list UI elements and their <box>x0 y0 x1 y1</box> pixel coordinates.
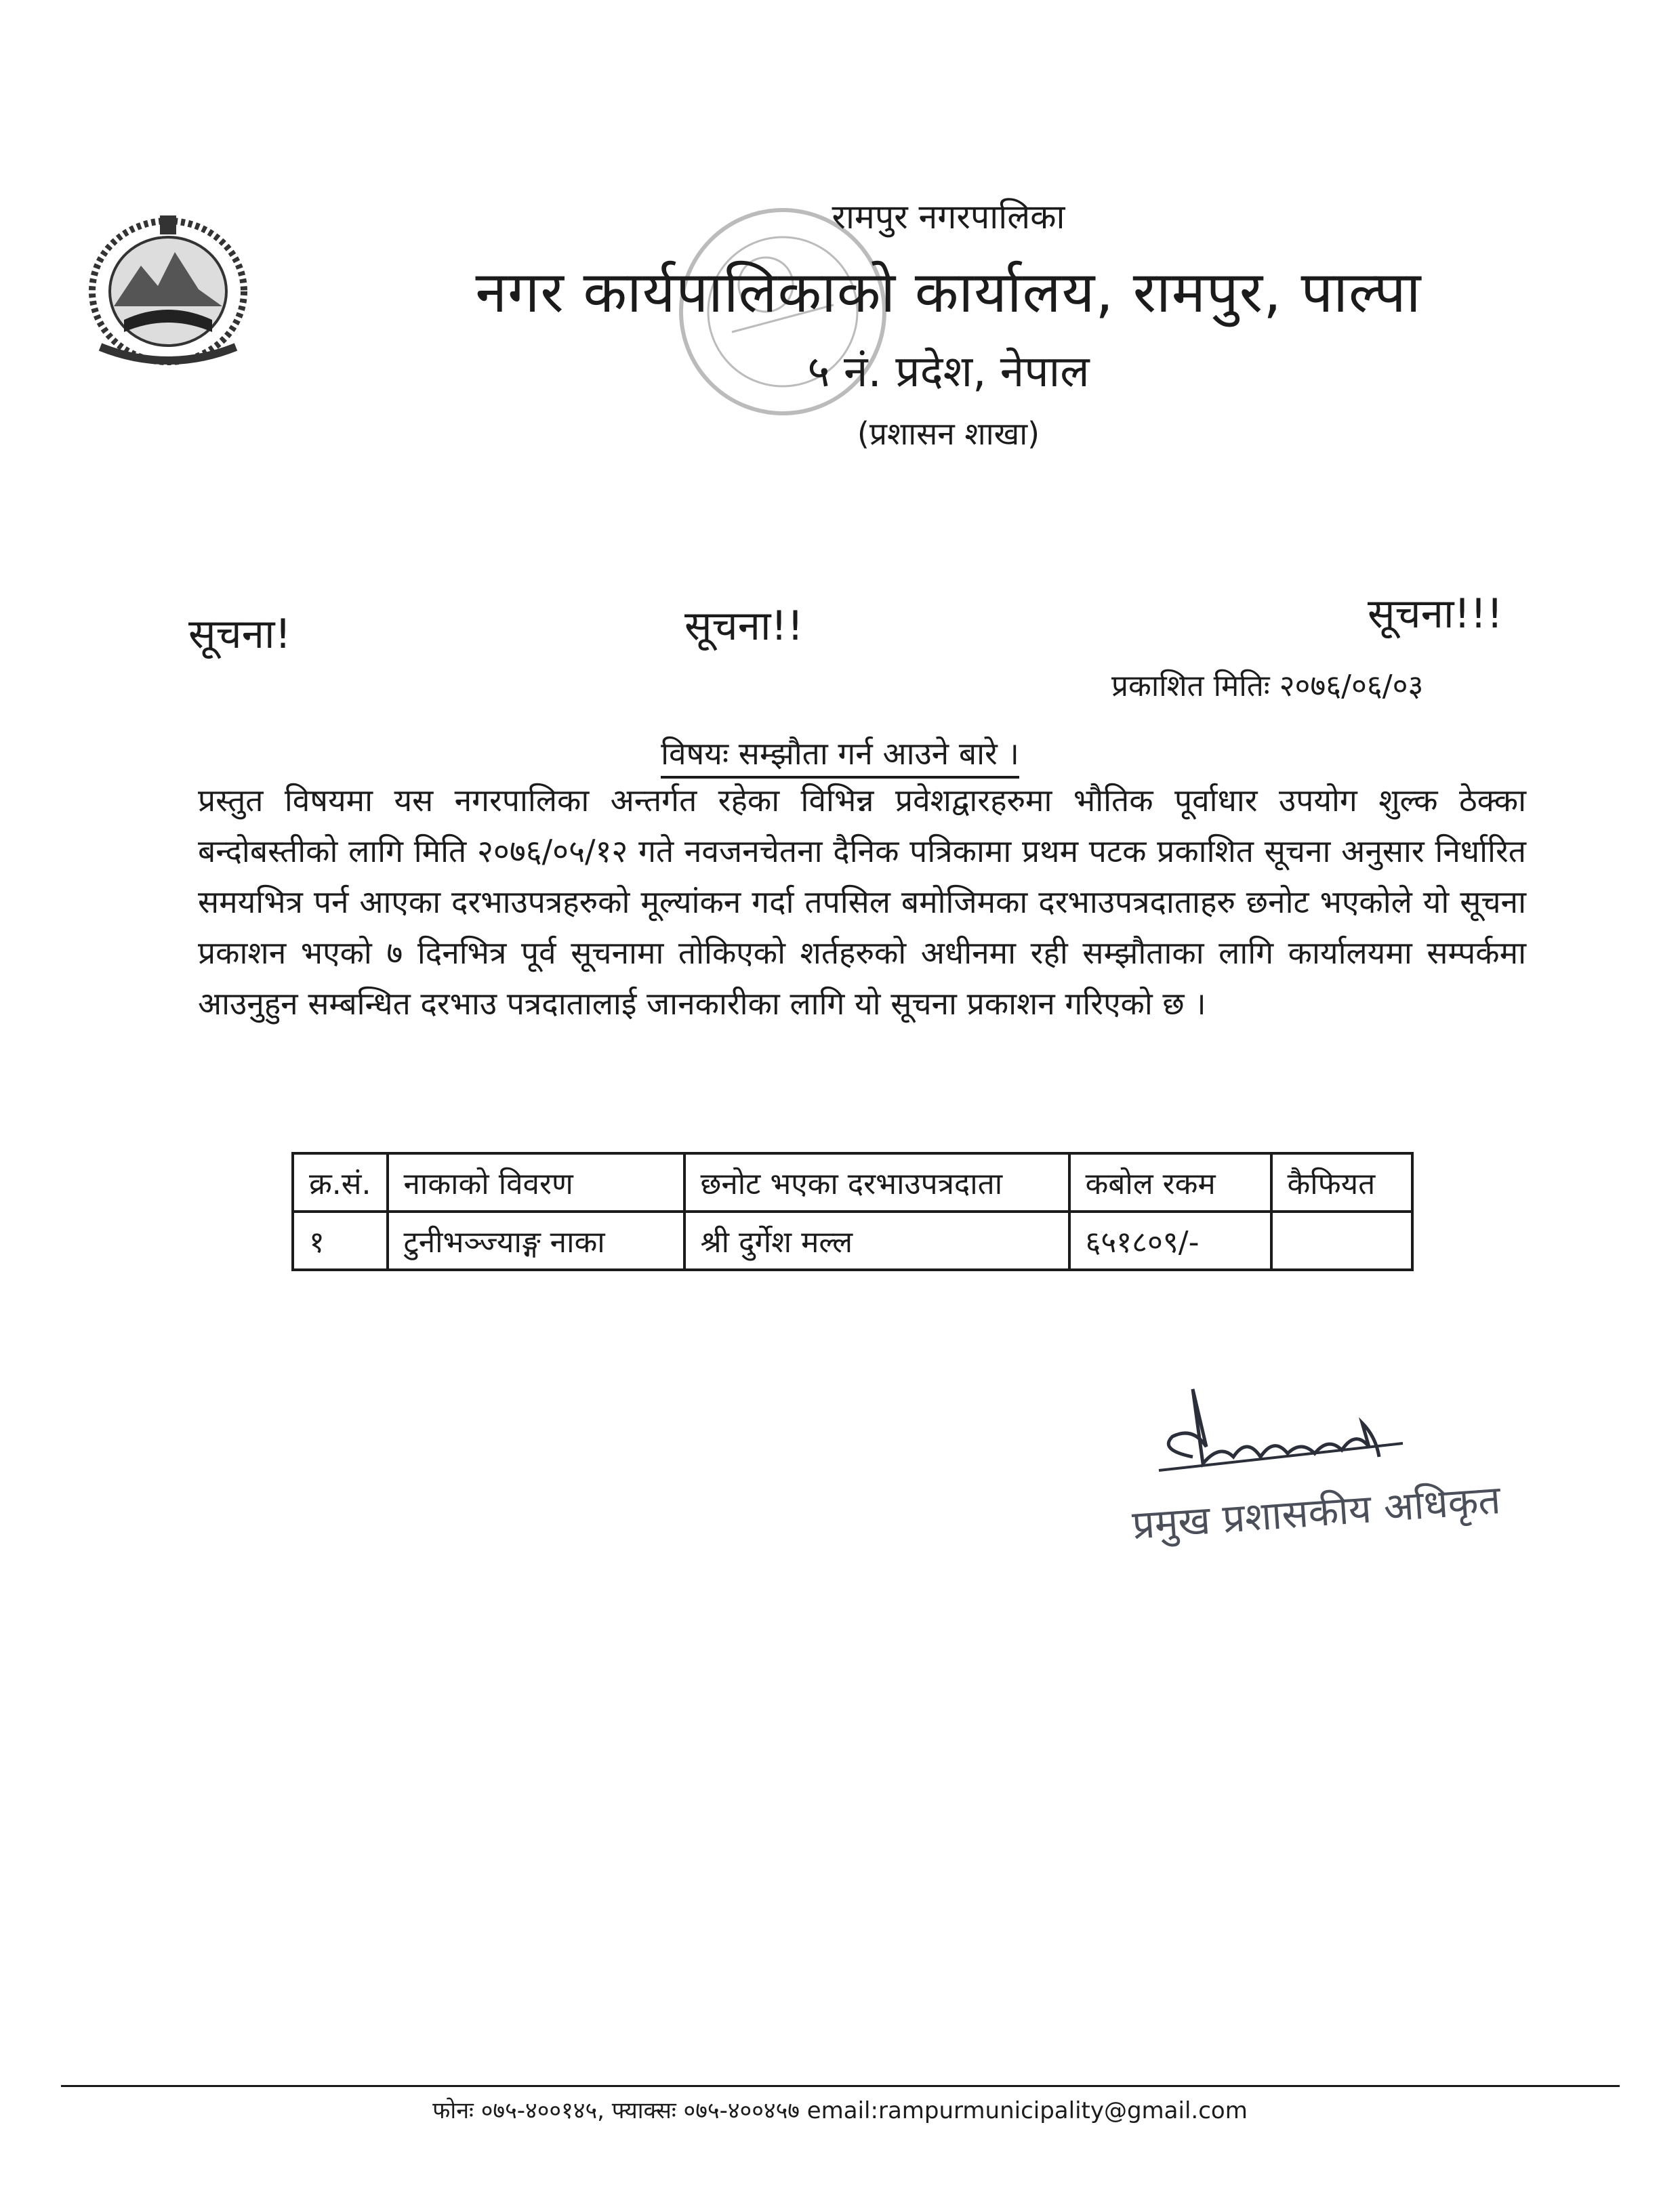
table-row <box>293 1212 1412 1270</box>
subject-line <box>0 732 1680 774</box>
selected-bidders-table <box>291 1152 1414 1271</box>
column-header: कबोल रकम <box>1069 1153 1271 1212</box>
table-header-row <box>293 1153 1412 1212</box>
table-cell: टुनीभञ्ज्याङ्ग नाका <box>388 1212 684 1270</box>
subject-text: विषयः सम्झौता गर्न आउने बारे । <box>661 735 1019 779</box>
notice-heading: सूचना!! <box>684 602 804 650</box>
province-line: ५ नं. प्रदेश, नेपाल <box>807 347 1090 397</box>
published-date: प्रकाशित मितिः २०७६/०६/०३ <box>1111 669 1424 703</box>
municipality-name: रामपुर नगरपालिका <box>832 197 1065 236</box>
handwritten-signature-icon <box>1145 1382 1437 1491</box>
notice-heading: सूचना!!! <box>1368 590 1503 638</box>
table-cell <box>1271 1212 1412 1270</box>
office-title: नगर कार्यपालिकाको कार्यालय, रामपुर, पाल्पा <box>475 259 1422 325</box>
footer-divider <box>61 2085 1620 2087</box>
table-cell: १ <box>293 1212 388 1270</box>
column-header: छनोट भएका दरभाउपत्रदाता <box>684 1153 1069 1212</box>
notice-heading: सूचना! <box>188 611 291 658</box>
column-header: नाकाको विवरण <box>388 1153 684 1212</box>
table-cell: श्री दुर्गेश मल्ल <box>684 1212 1069 1270</box>
signatory-designation: प्रमुख प्रशासकीय अधिकृत <box>1130 1477 1502 1548</box>
footer-contact: फोनः ०७५-४००१४५, फ्याक्सः ०७५-४००४५७ email:rampurmunicipality@gmail.com <box>432 2097 1248 2124</box>
column-header: कैफियत <box>1271 1153 1412 1212</box>
notice-body: प्रस्तुत विषयमा यस नगरपालिका अन्तर्गत रहेका विभिन्न प्रवेशद्वारहरुमा भौतिक पूर्वाधार उपयोग शुल्क ठेक्का बन्दोबस्तीको लागि मिति २०७६/०५/१२ गते नवजनचेतना दैनिक पत्रिकामा प्रथम पटक प्रकाशित सूचना अनुसार निर्धारित समयभित्र पर्न आएका दरभाउपत्रहरुको मूल्यांकन गर्दा तपसिल बमोजिमका दरभाउपत्रदाताहरु छनोट भएकोले यो सूचना प्रकाशन भएको ७ दिनभित्र पूर्व सूचनामा तोकिएको शर्तहरुको अधीनमा रही सम्झौताका लागि कार्यालयमा सम्पर्कमा आउनुहुन सम्बन्धित दरभाउ पत्रदातालाई जानकारीका लागि यो सूचना प्रकाशन गरिएको छ । <box>198 782 1526 1022</box>
column-header: क्र.सं. <box>293 1153 388 1212</box>
branch-name: (प्रशासन शाखा) <box>857 415 1040 452</box>
table-cell: ६५१८०९/- <box>1069 1212 1271 1270</box>
